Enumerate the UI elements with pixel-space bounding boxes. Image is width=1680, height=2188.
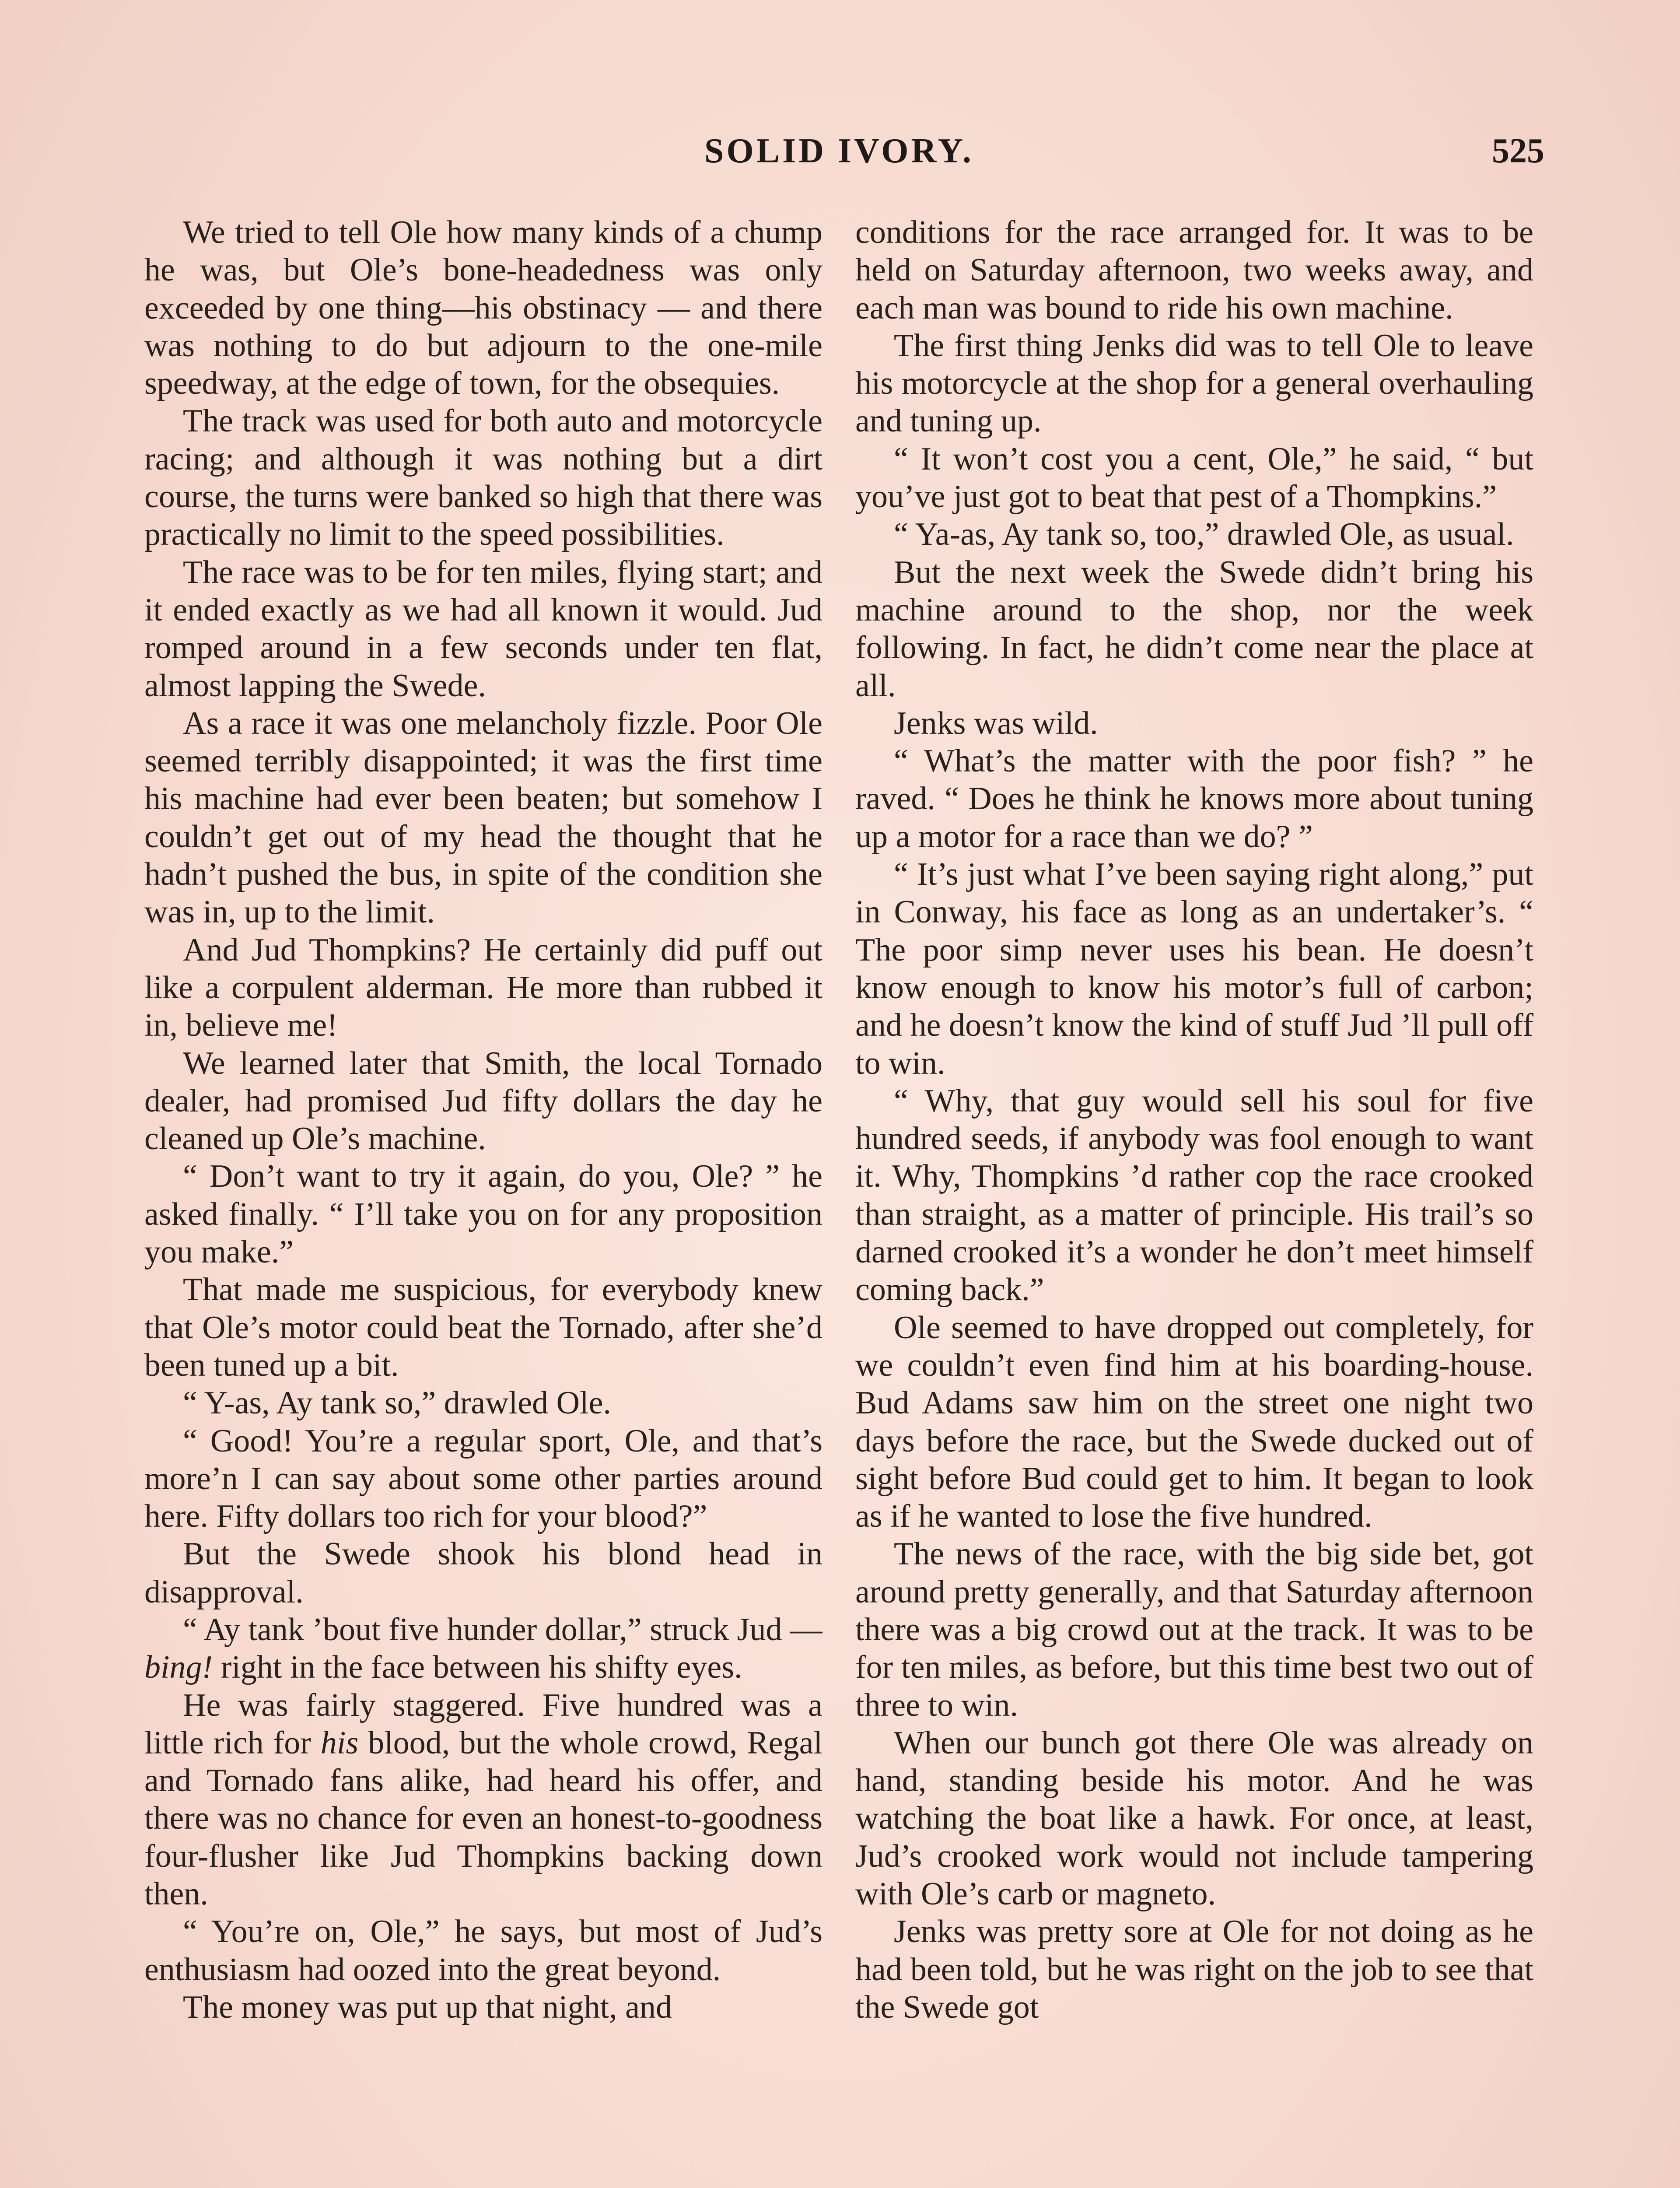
page-number: 525 <box>1492 132 1544 170</box>
paragraph: The first thing Jenks did was to tell Ole to leave his motorcycle at the shop for a general overhauling and tuning up. <box>855 327 1533 439</box>
paragraph: Jenks was pretty sore at Ole for not doing as he had been told, but he was right on the job to see that the Swede got <box>855 1914 1533 2025</box>
paragraph: “ Y-as, Ay tank so,” drawled Ole. <box>183 1385 611 1421</box>
paragraph: “ Good! You’re a regular sport, Ole, and that’s more’n I can say about some other parties around here. Fifty dollars too rich for your blood?” <box>144 1423 822 1535</box>
paragraph: But the Swede shook his blond head in disapproval. <box>144 1536 822 1610</box>
paragraph: conditions for the race arranged for. It was to be held on Saturday afternoon, two weeks away, and each man was bound to ride his own machine. <box>855 214 1533 326</box>
paragraph: We learned later that Smith, the local Tornado dealer, had promised Jud fifty dollars the day he cleaned up Ole’s machine. <box>144 1045 822 1157</box>
paragraph: “ Don’t want to try it again, do you, Ole? ” he asked finally. “ I’ll take you on for any proposition you make.” <box>144 1158 822 1270</box>
paragraph: We tried to tell Ole how many kinds of a chump he was, but Ole’s bone-headedness was only exceeded by one thing—his obstinacy — and there was nothing to do but adjourn to the one-mile speedway, at the edge of town, for the obsequies. <box>144 214 822 402</box>
left-column <box>144 214 822 2188</box>
paragraph: Ole seemed to have dropped out completely, for we couldn’t even find him at his boarding-house. Bud Adams saw him on the street one night two days before the race, but the Swede ducked out of sight before Bud could get to him. It began to look as if he wanted to lose the five hundred. <box>855 1309 1533 1535</box>
text-run: right in the face between his shifty eyes. <box>213 1649 742 1686</box>
paragraph: “ It won’t cost you a cent, Ole,” he said, “ but you’ve just got to beat that pest of a Thompkins.” <box>855 441 1533 515</box>
paragraph: “ Ya-as, Ay tank so, too,” drawled Ole, as usual. <box>894 516 1514 553</box>
paragraph: The news of the race, with the big side bet, got around pretty generally, and that Saturday afternoon there was a big crowd out at the track. It was to be for ten miles, as before, but this time best two out of three to win. <box>855 1536 1533 1723</box>
paragraph: That made me suspicious, for everybody knew that Ole’s motor could beat the Tornado, after she’d been tuned up a bit. <box>144 1272 822 1383</box>
paragraph <box>144 1611 822 1687</box>
paragraph: As a race it was one melancholy fizzle. Poor Ole seemed terribly disappointed; it was the first time his machine had ever been beaten; but somehow I couldn’t get out of my head the thought that he hadn’t pushed the bus, in spite of the condition she was in, up to the limit. <box>144 705 822 930</box>
paragraph: The money was put up that night, and <box>183 1989 672 2025</box>
running-title: SOLID IVORY. <box>704 132 974 170</box>
text-run: “ Ay tank ’bout five hunder dollar,” struck Jud — <box>183 1611 822 1648</box>
text-run: He was fairly staggered. Five hundred was a little rich for <box>144 1687 822 1761</box>
paragraph: The race was to be for ten miles, flying start; and it ended exactly as we had all known it would. Jud romped around in a few seconds under ten flat, almost lapping the Swede. <box>144 554 822 704</box>
paragraph: But the next week the Swede didn’t bring his machine around to the shop, nor the week following. In fact, he didn’t come near the place at all. <box>855 554 1533 704</box>
running-header <box>144 131 1544 184</box>
emphasis: his <box>320 1725 359 1761</box>
paragraph: The track was used for both auto and motorcycle racing; and although it was nothing but a dirt course, the turns were banked so high that there was practically no limit to the speed possibilities. <box>144 403 822 553</box>
paragraph: Jenks was wild. <box>894 705 1098 741</box>
right-column <box>855 214 1533 2188</box>
paragraph: And Jud Thompkins? He certainly did puff out like a corpulent alderman. He more than rubbed it in, believe me! <box>144 932 822 1044</box>
paragraph: “ You’re on, Ole,” he says, but most of Jud’s enthusiasm had oozed into the great beyond. <box>144 1914 822 1988</box>
emphasis: bing! <box>144 1649 213 1686</box>
paragraph <box>144 1687 822 1913</box>
text-run: blood, but the whole crowd, Regal and Tornado fans alike, had heard his offer, and there was no chance for even an honest-to-goodness four-flusher like Jud Thompkins backing down then. <box>144 1725 822 1912</box>
paragraph: “ It’s just what I’ve been saying right along,” put in Conway, his face as long as an undertaker’s. “ The poor simp never uses his bean. He doesn’t know enough to know his motor’s full of carbon; and he doesn’t know the kind of stuff Jud ’ll pull off to win. <box>855 856 1533 1081</box>
paragraph: “ What’s the matter with the poor fish? ” he raved. “ Does he think he knows more about tuning up a motor for a race than we do? ” <box>855 743 1533 855</box>
paragraph: “ Why, that guy would sell his soul for five hundred seeds, if anybody was fool enough to want it. Why, Thompkins ’d rather cop the race crooked than straight, as a matter of principle. His trail’s so darned crooked it’s a wonder he don’t meet himself coming back.” <box>855 1083 1533 1308</box>
paragraph: When our bunch got there Ole was already on hand, standing beside his motor. And he was watching the boat like a hawk. For once, at least, Jud’s crooked work would not include tampering with Ole’s carb or magneto. <box>855 1725 1533 1912</box>
